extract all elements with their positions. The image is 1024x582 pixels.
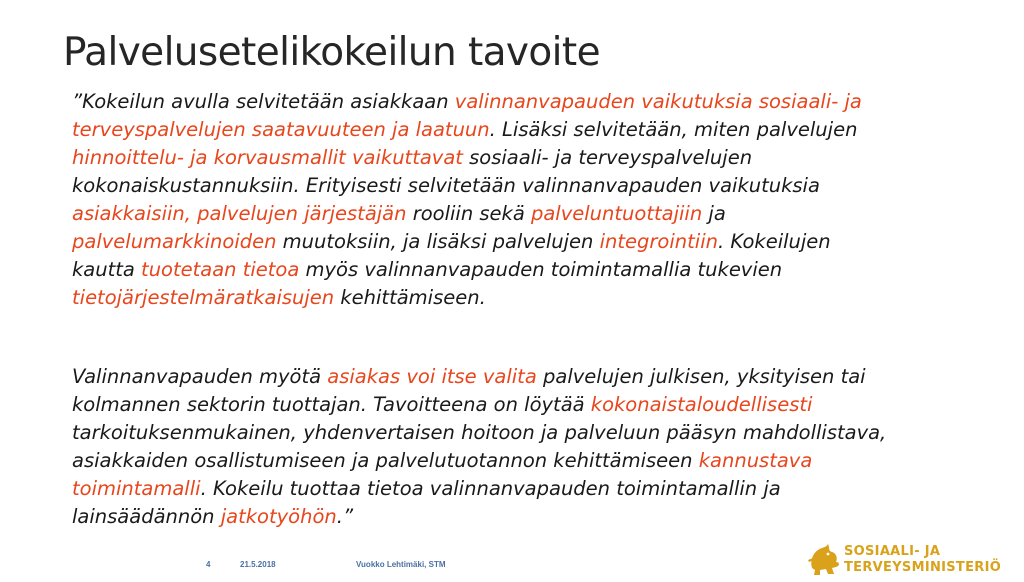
text-line bbox=[72, 256, 972, 284]
highlighted-phrase: kokonaistaloudellisesti bbox=[590, 393, 813, 416]
logo-line-1: SOSIAALI- JA bbox=[844, 544, 941, 559]
text-run: ja bbox=[702, 202, 726, 225]
quote-paragraph-2 bbox=[72, 363, 972, 531]
footer-author: Vuokko Lehtimäki, STM bbox=[356, 560, 446, 569]
text-run: sosiaali- ja terveyspalvelujen bbox=[462, 146, 753, 169]
highlighted-phrase: asiakkaisiin, palvelujen järjestäjän bbox=[72, 202, 407, 225]
text-line bbox=[72, 116, 972, 144]
footer-date: 21.5.2018 bbox=[240, 560, 276, 569]
text-line bbox=[72, 363, 972, 391]
finnish-lion-icon bbox=[806, 540, 842, 578]
text-line bbox=[72, 88, 972, 116]
text-line bbox=[72, 228, 972, 256]
text-run: . Kokeilujen bbox=[717, 230, 831, 253]
highlighted-phrase: kannustava bbox=[698, 449, 813, 472]
text-line bbox=[72, 172, 972, 200]
highlighted-phrase: toimintamalli bbox=[72, 477, 201, 500]
quote-paragraph-1 bbox=[72, 88, 972, 312]
text-run: palvelujen julkisen, yksityisen tai bbox=[536, 365, 866, 388]
logo-wordmark bbox=[844, 544, 1001, 576]
logo-line-2: TERVEYSMINISTERIÖ bbox=[844, 560, 1002, 575]
text-line bbox=[72, 503, 972, 531]
highlighted-phrase: palveluntuottajiin bbox=[530, 202, 703, 225]
text-run: kolmannen sektorin tuottajan. Tavoitteena on löytää bbox=[72, 393, 591, 416]
highlighted-phrase: palvelumarkkinoiden bbox=[72, 230, 277, 253]
text-line bbox=[72, 391, 972, 419]
text-run: .” bbox=[336, 505, 354, 528]
text-line bbox=[72, 447, 972, 475]
text-run: kautta bbox=[72, 258, 142, 281]
highlighted-phrase: tietojärjestelmäratkaisujen bbox=[72, 286, 335, 309]
text-run: Valinnanvapauden myötä bbox=[72, 365, 328, 388]
footer-page-number: 4 bbox=[206, 560, 211, 569]
highlighted-phrase: tuotetaan tietoa bbox=[141, 258, 300, 281]
highlighted-phrase: jatkotyöhön bbox=[220, 505, 337, 528]
text-line bbox=[72, 144, 972, 172]
text-run: . Lisäksi selvitetään, miten palvelujen bbox=[489, 118, 858, 141]
slide-title: Palvelusetelikokeilun tavoite bbox=[63, 30, 600, 75]
text-run: asiakkaiden osallistumiseen ja palvelutuotannon kehittämiseen bbox=[72, 449, 699, 472]
text-run: rooliin sekä bbox=[406, 202, 531, 225]
highlighted-phrase: integrointiin bbox=[599, 230, 718, 253]
text-run: kokonaiskustannuksiin. Erityisesti selvitetään valinnanvapauden vaikutuksia bbox=[72, 174, 820, 197]
text-run: tarkoituksenmukainen, yhdenvertaisen hoitoon ja palveluun pääsyn mahdollistava, bbox=[72, 421, 887, 444]
text-line bbox=[72, 284, 972, 312]
text-line bbox=[72, 419, 972, 447]
text-run: kehittämiseen. bbox=[334, 286, 486, 309]
ministry-logo bbox=[806, 540, 1018, 580]
text-run: muutoksiin, ja lisäksi palvelujen bbox=[276, 230, 600, 253]
highlighted-phrase: terveyspalvelujen saatavuuteen ja laatuun bbox=[72, 118, 490, 141]
text-run: myös valinnanvapauden toimintamallia tukevien bbox=[299, 258, 783, 281]
text-run: ”Kokeilun avulla selvitetään asiakkaan bbox=[72, 90, 455, 113]
text-line bbox=[72, 200, 972, 228]
highlighted-phrase: valinnanvapauden vaikutuksia sosiaali- ja bbox=[454, 90, 862, 113]
highlighted-phrase: asiakas voi itse valita bbox=[327, 365, 537, 388]
text-run: . Kokeilu tuottaa tietoa valinnanvapauden toimintamallin ja bbox=[200, 477, 781, 500]
text-run: lainsäädännön bbox=[72, 505, 221, 528]
highlighted-phrase: hinnoittelu- ja korvausmallit vaikuttavat bbox=[72, 146, 463, 169]
text-line bbox=[72, 475, 972, 503]
